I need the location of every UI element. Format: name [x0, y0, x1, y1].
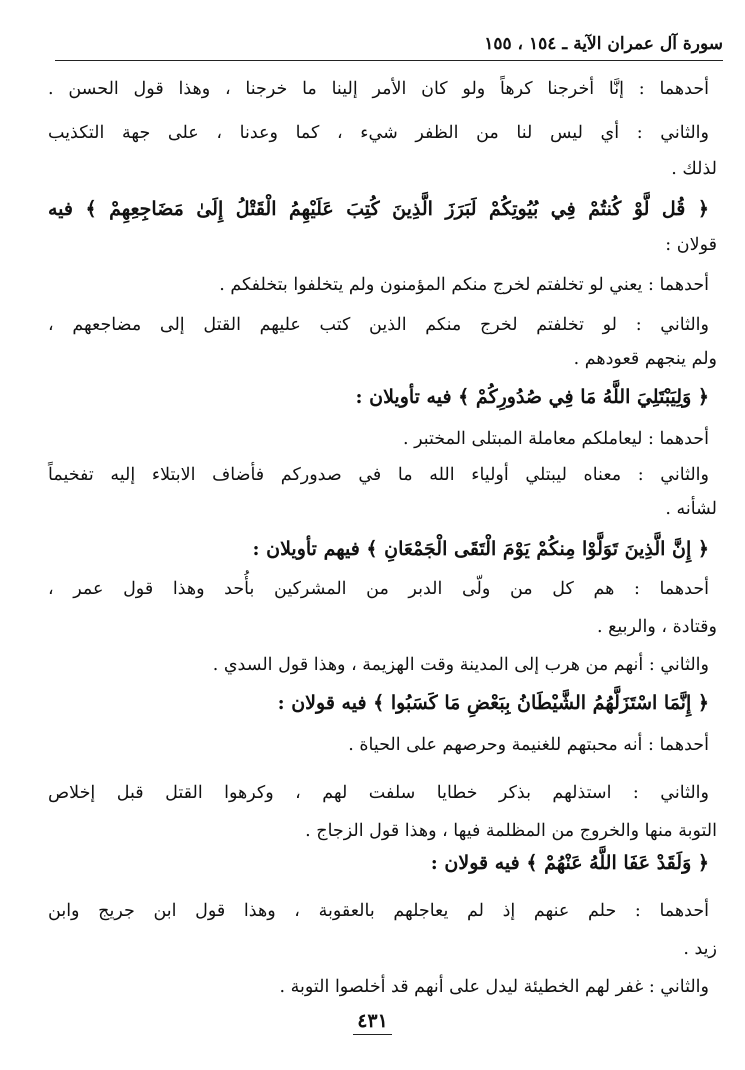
- text-line: ولم ينجهم قعودهم .: [573, 349, 717, 369]
- text-line: والثاني : لو تخلفتم لخرج منكم الذين كتب عليهم القتل إلى مضاجعهم ،: [48, 315, 709, 335]
- quran-verse-line: ﴿ إِنَّمَا اسْتَزَلَّهُمُ الشَّيْطَانُ بِبَعْضِ مَا كَسَبُوا ﴾ فيه قولان :: [277, 692, 709, 714]
- text-line: أحدهما : يعني لو تخلفتم لخرج منكم المؤمنون ولم يتخلفوا بتخلفكم .: [219, 275, 709, 295]
- page-number: [0, 1010, 745, 1035]
- text-line: أحدهما : إنَّا أخرجنا كرهاً ولو كان الأمر إلينا ما خرجنا ، وهذا قول الحسن .: [48, 79, 709, 99]
- header-title: سورة آل عمران الآية ـ ١٥٤ ، ١٥٥: [484, 34, 723, 54]
- quran-verse-line: ﴿ إِنَّ الَّذِينَ تَوَلَّوْا مِنكُمْ يَوْمَ الْتَقَى الْجَمْعَانِ ﴾ فيهم تأويلان :: [252, 538, 709, 560]
- text-line: والثاني : معناه ليبتلي أولياء الله ما في صدوركم فأضاف الابتلاء إليه تفخيماً: [48, 465, 709, 485]
- text-line: زيد .: [683, 939, 717, 959]
- text-line: وقتادة ، والربيع .: [596, 617, 717, 637]
- quran-verse-line: ﴿ وَلِيَبْتَلِيَ اللَّهُ مَا فِي صُدُورِكُمْ ﴾ فيه تأويلان :: [355, 386, 709, 408]
- text-line: والثاني : غفر لهم الخطيئة ليدل على أنهم قد أخلصوا التوبة .: [279, 977, 709, 997]
- running-header: [55, 30, 723, 61]
- text-line: لشأنه .: [665, 499, 717, 519]
- text-line: أحدهما : هم كل من ولّى الدبر من المشركين بأُحد وهذا قول عمر ،: [48, 579, 709, 599]
- text-line: أحدهما : أنه محبتهم للغنيمة وحرصهم على الحياة .: [348, 735, 709, 755]
- page-number-text: ٤٣١: [353, 1010, 392, 1035]
- text-line: أحدهما : ليعاملكم معاملة المبتلى المختبر .: [402, 429, 709, 449]
- text-line: أحدهما : حلم عنهم إذ لم يعاجلهم بالعقوبة ، وهذا قول ابن جريج وابن: [48, 901, 709, 921]
- text-line: والثاني : أنهم من هرب إلى المدينة وقت الهزيمة ، وهذا قول السدي .: [212, 655, 709, 675]
- text-line: لذلك .: [671, 159, 717, 179]
- text-line: والثاني : أي ليس لنا من الظفر شيء ، كما وعدنا ، على جهة التكذيب: [48, 123, 709, 143]
- text-line: قولان :: [665, 235, 717, 255]
- text-line: التوبة منها والخروج من المظلمة فيها ، وهذا قول الزجاج .: [305, 821, 717, 841]
- text-line: والثاني : استذلهم بذكر خطايا سلفت لهم ، وكرهوا القتل قبل إخلاص: [48, 783, 709, 803]
- quran-verse-line: ﴿ وَلَقَدْ عَفَا اللَّهُ عَنْهُمْ ﴾ فيه قولان :: [430, 852, 709, 874]
- quran-verse-line: ﴿ قُل لَّوْ كُنتُمْ فِي بُيُوتِكُمْ لَبَرَزَ الَّذِينَ كُتِبَ عَلَيْهِمُ الْقَتْلُ إِلَىٰ مَضَاجِعِهِمْ ﴾ فيه: [48, 198, 709, 220]
